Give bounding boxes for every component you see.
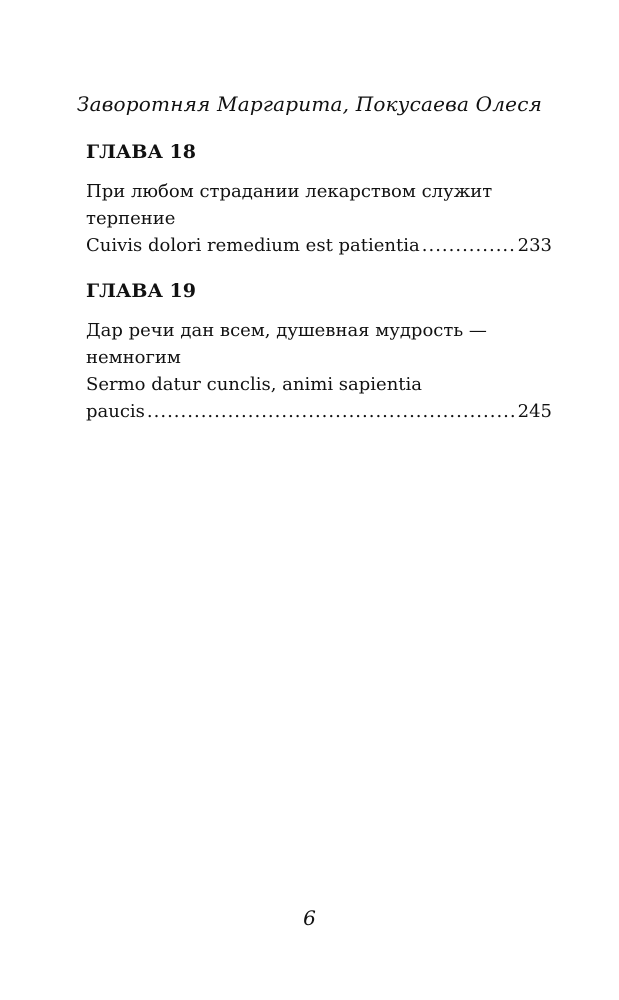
toc-entry-with-page[interactable] xyxy=(86,232,552,259)
translation-line: терпение xyxy=(86,208,176,229)
running-head: Заворотняя Маргарита, Покусаева Олеся xyxy=(76,92,543,116)
translation-line: немногим xyxy=(86,347,181,368)
page-reference: 233 xyxy=(517,235,552,256)
dot-leader xyxy=(422,232,514,259)
chapter-heading: ГЛАВА 19 xyxy=(86,280,196,302)
toc-chapter-19 xyxy=(86,279,552,425)
translation-line: При любом страдании лекарством служит xyxy=(86,181,493,202)
toc-entry-with-page[interactable] xyxy=(86,398,552,425)
translation-line: Дар речи дан всем, душевная мудрость — xyxy=(86,320,487,341)
dot-leader xyxy=(147,398,514,425)
page-reference: 245 xyxy=(517,401,552,422)
toc-chapter-18 xyxy=(86,140,552,259)
latin-phrase: Cuivis dolori remedium est patientia xyxy=(86,235,420,256)
latin-line: Sermo datur cunclis, animi sapientia xyxy=(86,374,423,395)
chapter-heading: ГЛАВА 18 xyxy=(86,141,196,163)
page-number: 6 xyxy=(303,906,316,930)
latin-phrase: paucis xyxy=(86,401,145,422)
table-of-contents xyxy=(86,140,552,445)
